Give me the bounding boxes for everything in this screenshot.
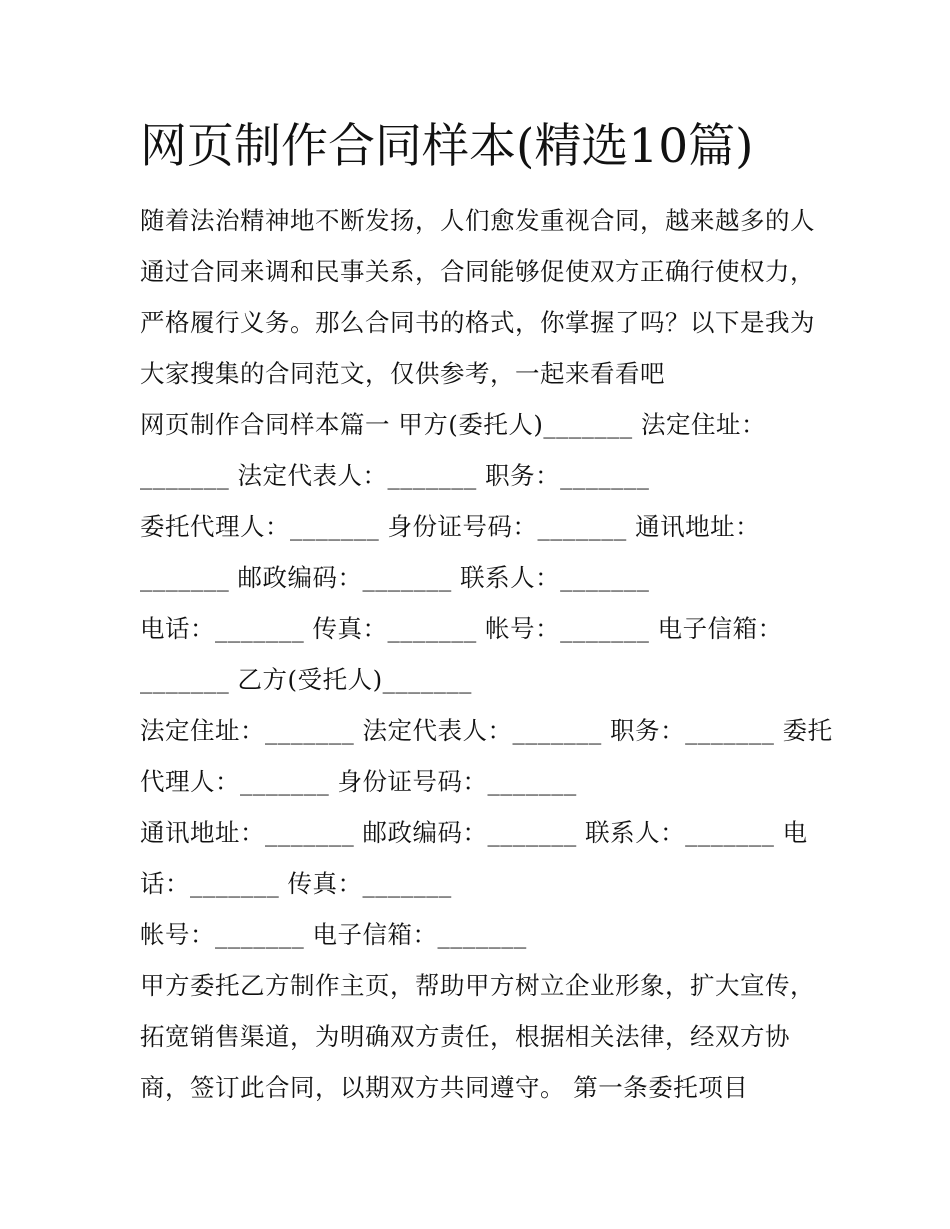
text-line-5: 网页制作合同样本篇一 甲方(委托人)_______ 法定住址： [140, 410, 766, 439]
text-line-17: 拓宽销售渠道，为明确双方责任，根据相关法律，经双方协 [140, 1022, 790, 1051]
text-line-10: _______ 乙方(受托人)_______ [140, 665, 472, 694]
document-title: 网页制作合同样本(精选10篇) [140, 119, 754, 174]
text-line-16: 甲方委托乙方制作主页，帮助甲方树立企业形象，扩大宣传， [140, 971, 815, 1000]
text-line-14: 话：_______ 传真：_______ [140, 869, 452, 898]
text-line-1: 随着法治精神地不断发扬，人们愈发重视合同，越来越多的人 [140, 206, 815, 235]
text-line-9: 电话：_______ 传真：_______ 帐号：_______ 电子信箱： [140, 614, 783, 643]
text-line-18: 商，签订此合同，以期双方共同遵守。 第一条委托项目 [140, 1073, 749, 1102]
text-line-8: _______ 邮政编码：_______ 联系人：_______ [140, 563, 650, 592]
text-line-3: 严格履行义务。那么合同书的格式，你掌握了吗？以下是我为 [140, 308, 815, 337]
text-line-12: 代理人：_______ 身份证号码：_______ [140, 767, 577, 796]
text-line-11: 法定住址：_______ 法定代表人：_______ 职务：_______ 委托 [140, 716, 833, 745]
text-line-6: _______ 法定代表人：_______ 职务：_______ [140, 461, 650, 490]
text-line-15: 帐号：_______ 电子信箱：_______ [140, 920, 527, 949]
text-line-2: 通过合同来调和民事关系，合同能够促使双方正确行使权力， [140, 257, 815, 286]
text-line-4: 大家搜集的合同范文，仅供参考，一起来看看吧 [140, 359, 665, 388]
text-line-13: 通讯地址：_______ 邮政编码：_______ 联系人：_______ 电 [140, 818, 808, 847]
text-line-7: 委托代理人：_______ 身份证号码：_______ 通讯地址： [140, 512, 761, 541]
